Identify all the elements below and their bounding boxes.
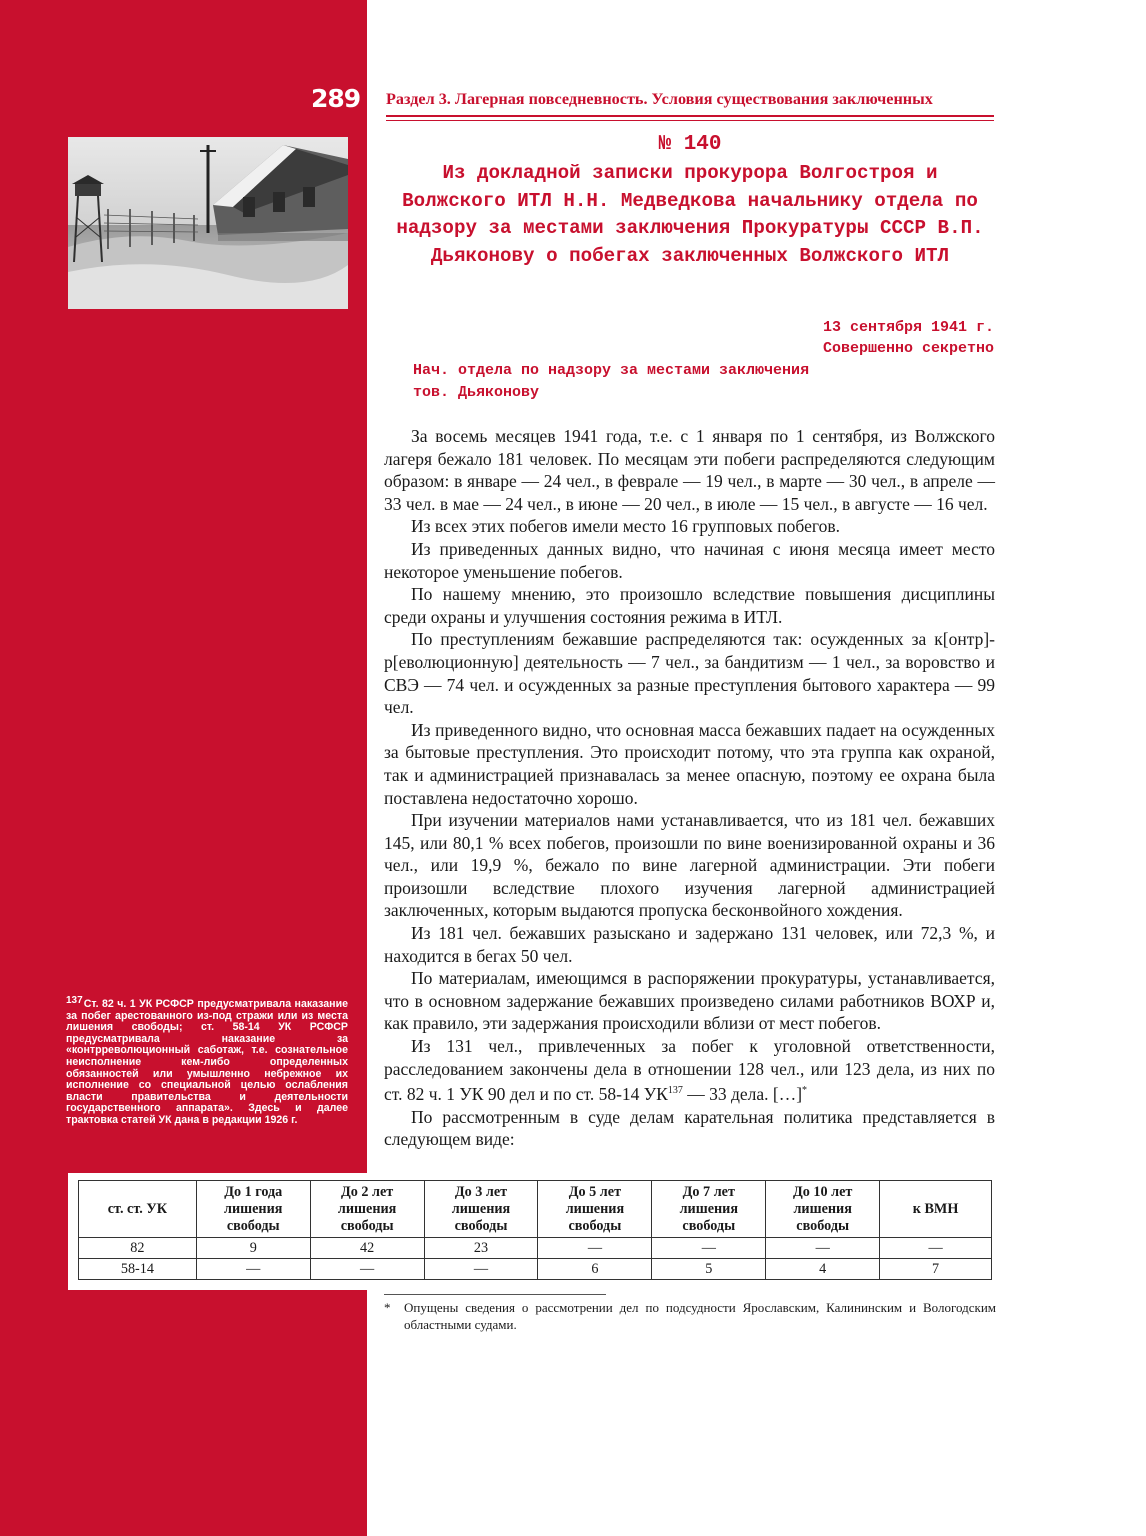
sidebar-footnote-text: Ст. 82 ч. 1 УК РСФСР предусматривала наказание за побег арестованного из-под стражи или из места лишения свободы; ст. 58-14 УК РСФСР предусматривала наказание за «контрреволюционный саботаж, т.е. сознательное неисполнение кем-либо определенных обязанностей или умышленно небрежное их исполнение со специальной целью ослабления власти правительства и деятельности государственного аппарата». Здесь и далее трактовка статей УК дана в редакции 1926 г. (66, 998, 348, 1126)
paragraph: Из всех этих побегов имели место 16 групповых побегов. (411, 516, 840, 537)
table-cell: 23 (424, 1238, 538, 1259)
footnote-divider (384, 1294, 606, 1295)
sentencing-table (78, 1180, 992, 1280)
footnote-ref-star: * (802, 1085, 808, 1097)
table-row (79, 1259, 992, 1280)
table-header-cell: ст. ст. УК (79, 1181, 197, 1238)
sidebar-footnote-137 (66, 995, 348, 1127)
table-cell: — (538, 1238, 652, 1259)
document-date-block (823, 317, 994, 359)
document-number: № 140 (658, 133, 722, 156)
table-header-cell: к ВМН (880, 1181, 992, 1238)
table-header-row (79, 1181, 992, 1238)
table-cell: — (880, 1238, 992, 1259)
paragraph-text: Из 131 чел., привлеченных за побег к уголовной ответственности, расследованием закончены дела в отношении 128 чел., или 123 дела, из них по ст. 82 ч. 1 УК 90 дел и по ст. 58-14 УК (384, 1036, 995, 1105)
paragraph: Из приведенных данных видно, что начиная с июня месяца имеет место некоторое уменьшение побегов. (384, 538, 995, 582)
table-header-cell: До 3 лет лишения свободы (424, 1181, 538, 1238)
document-title: Из докладной записки прокурора Волгостроя и Волжского ИТЛ Н.Н. Медведкова начальнику отдела по надзору за местами заключения Прокуратуры СССР В.П. Дьяконову о побегах заключенных Волжского ИТЛ (396, 162, 984, 267)
paragraph: По преступлениям бежавшие распределяются так: осужденных за к[онтр]-р[еволюционную] деятельность — 7 чел., за бандитизм — 1 чел., за воровство и СВЭ — 74 чел. и осужденных за разные преступления бытового характера — 99 чел. (384, 629, 995, 718)
paragraph: По рассмотренным в суде делам карательная политика представляется в следующем виде: (384, 1106, 995, 1150)
footnote-marker: 137 (66, 995, 83, 1006)
addressee-line-1: Нач. отдела по надзору за местами заключения (413, 362, 810, 379)
table-cell: 9 (196, 1238, 310, 1259)
table-cell: 58-14 (79, 1259, 197, 1280)
document-date: 13 сентября 1941 г. (822, 319, 994, 336)
header-rule-thick (386, 115, 994, 117)
paragraph (384, 1035, 995, 1106)
document-body (384, 425, 995, 1151)
footnote-ref-137: 137 (667, 1085, 683, 1097)
paragraph: По нашему мнению, это произошло вследствие повышения дисциплины среди охраны и улучшения состояния режима в ИТЛ. (384, 584, 995, 627)
footnote-mark: * (384, 1300, 391, 1315)
table-cell: — (766, 1238, 880, 1259)
table-header-cell: До 10 лет лишения свободы (766, 1181, 880, 1238)
table-cell: 5 (652, 1259, 766, 1280)
page-number: 289 (311, 84, 361, 113)
table-cell: 6 (538, 1259, 652, 1280)
paragraph: Из 181 чел. бежавших разыскано и задержано 131 человек, или 72,3 %, и находится в бегах 50 чел. (384, 923, 995, 966)
table-cell: 42 (310, 1238, 424, 1259)
table-header-cell: До 1 года лишения свободы (196, 1181, 310, 1238)
header-rule-thin (386, 120, 994, 121)
footnote-text: Опущены сведения о рассмотрении дел по подсудности Ярославским, Калининским и Вологодским областными судами. (404, 1300, 996, 1332)
secrecy-stamp: Совершенно секретно (822, 340, 994, 357)
paragraph: За восемь месяцев 1941 года, т.е. с 1 января по 1 сентября, из Волжского лагеря бежало 181 человек. По месяцам эти побеги распределяются следующим образом: в январе — 24 чел., в феврале — 19 чел., в марте — 30 чел., в апреле — 33 чел. в мае — 24 чел., в июне — 20 чел., в июле — 15 чел., в августе — 16 чел. (384, 426, 995, 514)
paragraph: При изучении материалов нами устанавливается, что из 181 чел. бежавших 145, или 80,1 % всех побегов, произошли по вине военизированной охраны и 36 чел., или 19,9 %, бежало по вине лагерной администрации. Эти побеги произошли вследствие плохого изучения лагерной администрацией заключенных, которым выдаются пропуска бесконвойного хождения. (384, 810, 995, 921)
table-cell: 82 (79, 1238, 197, 1259)
section-header: Раздел 3. Лагерная повседневность. Условия существования заключенных (386, 90, 933, 108)
addressee-line-2: тов. Дьяконову (413, 384, 540, 401)
table-cell: 7 (880, 1259, 992, 1280)
table-header-cell: До 5 лет лишения свободы (538, 1181, 652, 1238)
table-header-cell: До 7 лет лишения свободы (652, 1181, 766, 1238)
paragraph: По материалам, имеющимся в распоряжении прокуратуры, устанавливается, что в основном задержание бежавших произведено силами работников ВОХР и, как правило, эти задержания происходили вблизи от мест побегов. (384, 968, 995, 1034)
table-cell: — (310, 1259, 424, 1280)
table-cell: 4 (766, 1259, 880, 1280)
paragraph-text: — 33 дела. […] (682, 1084, 803, 1105)
paragraph: Из приведенного видно, что основная масса бежавших падает на осужденных за бытовые преступления. Это происходит потому, что эта группа как охраной, так и администрацией признавалась за менее опасную, поэтому ее охрана была поставлена недостаточно хорошо. (384, 719, 995, 808)
page-footnote (384, 1299, 996, 1333)
table-cell: — (652, 1238, 766, 1259)
table-cell: — (424, 1259, 538, 1280)
document-addressee (413, 360, 913, 404)
table-row (79, 1238, 992, 1259)
table-container (68, 1173, 1002, 1290)
camp-photo (68, 137, 348, 309)
table-cell: — (196, 1259, 310, 1280)
table-header-cell: До 2 лет лишения свободы (310, 1181, 424, 1238)
